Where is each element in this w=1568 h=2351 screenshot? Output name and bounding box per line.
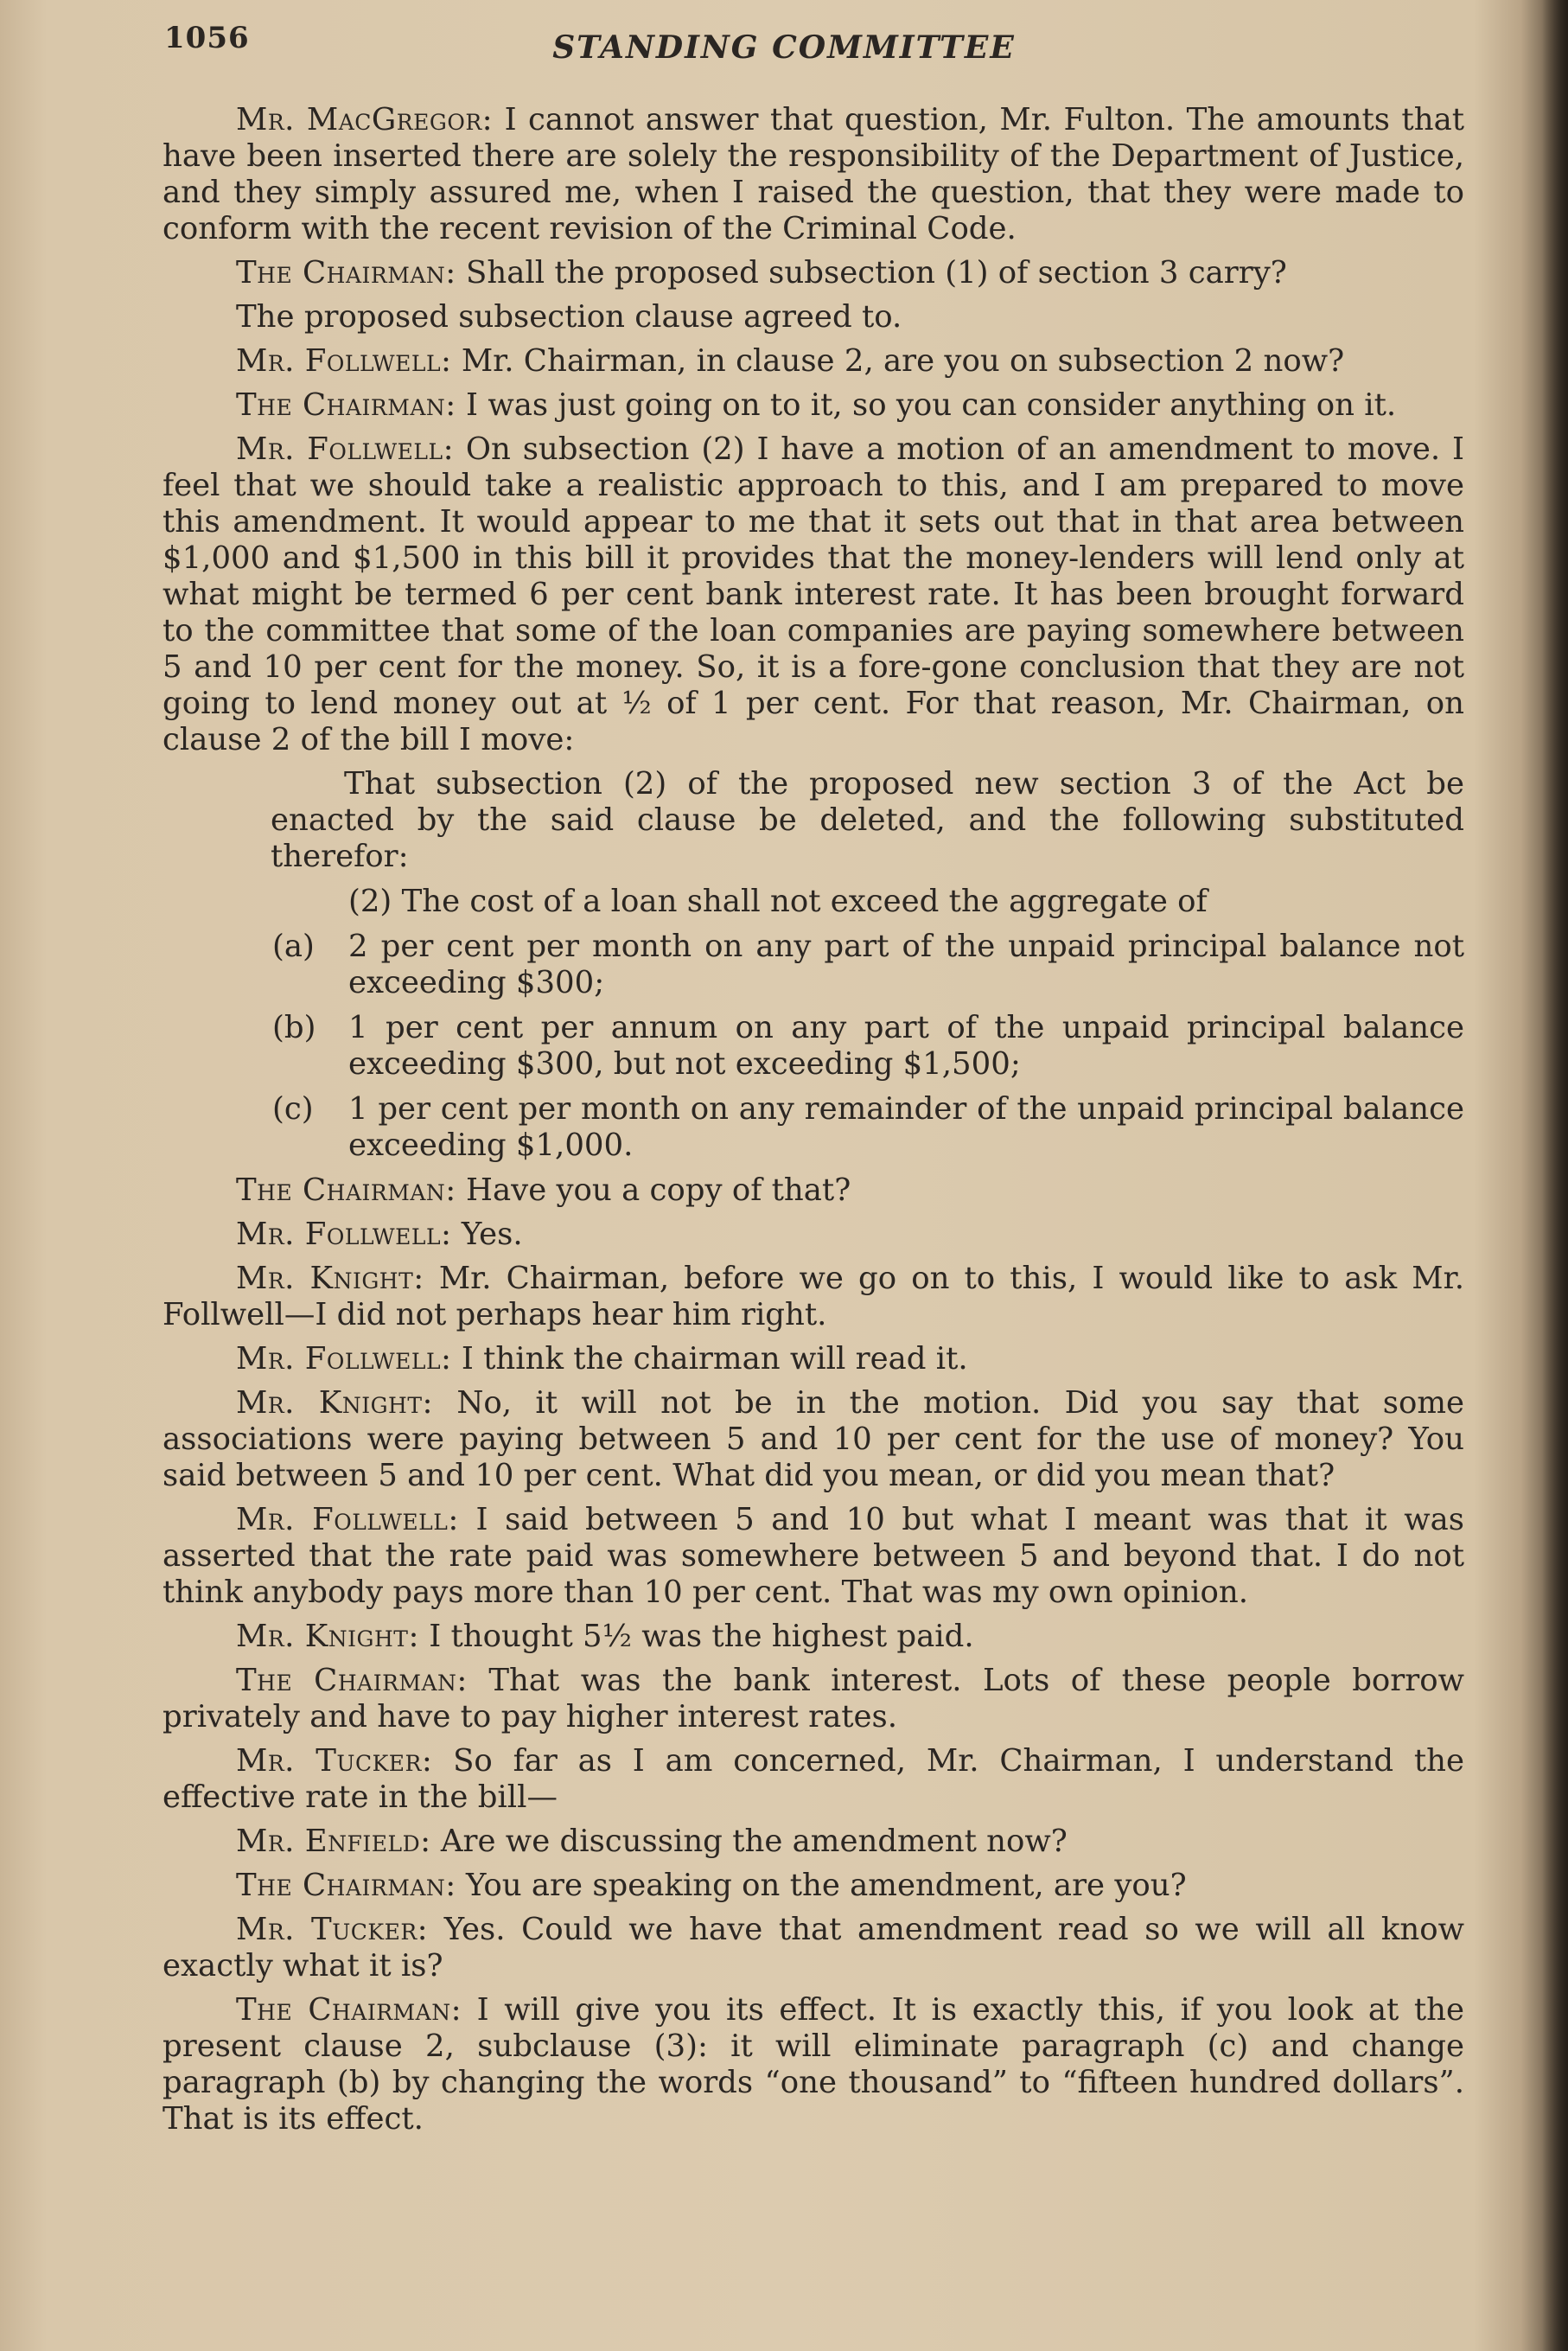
motion-item-text: 1 per cent per annum on any part of the unpaid principal balance exceeding $300, but not exceeding $1,500; [348, 1010, 1464, 1082]
speaker-name: The Chairman: [236, 255, 456, 291]
speaker-name: Mr. Follwell: [236, 1502, 459, 1537]
page-number: 1056 [164, 21, 250, 55]
speaker-name: Mr. Tucker: [236, 1912, 429, 1947]
transcript-paragraph [163, 299, 1464, 335]
speaker-name: Mr. Enfield: [236, 1824, 431, 1859]
speech-text: Shall the proposed subsection (1) of section 3 carry? [466, 255, 1287, 291]
transcript-paragraph [163, 255, 1464, 291]
transcript-paragraph [163, 102, 1464, 247]
transcript-paragraph [163, 387, 1464, 424]
speech-text: I will give you its effect. It is exactly this, if you look at the present clause 2, subclause (3): it will eliminate paragraph (c) and change paragraph (b) by changing the words “one thousand” to “fifteen hundred dollars”. That is its effect. [163, 1992, 1465, 2137]
transcript-paragraph [163, 1743, 1464, 1816]
motion-item [272, 929, 1464, 1001]
speech-text: On subsection (2) I have a motion of an amendment to move. I feel that we should take a realistic approach to this, and I am prepared to move this amendment. It would appear to me that it sets out that in that area between $1,000 and $1,500 in this bill it provides that the money-lenders will lend only at what might be termed 6 per cent bank interest rate. It has been brought forward to the committee that some of the loan companies are paying somewhere between 5 and 10 per cent for the money. So, it is a fore-gone conclusion that they are not going to lend money out at ½ of 1 per cent. For that reason, Mr. Chairman, on clause 2 of the bill I move: [163, 431, 1464, 757]
speech-text: I think the chairman will read it. [461, 1341, 968, 1377]
transcript-paragraph [163, 1172, 1464, 1209]
speech-text: I said between 5 and 10 but what I meant was that it was asserted that the rate paid was somewhere between 5 and beyond that. I do not think anybody pays more than 10 per cent. That was my own opinion. [163, 1502, 1464, 1610]
speech-text: Yes. [461, 1217, 523, 1252]
speaker-name: Mr. Follwell: [236, 431, 455, 467]
speech-text: Mr. Chairman, in clause 2, are you on subsection 2 now? [461, 343, 1345, 379]
speaker-name: The Chairman: [236, 387, 456, 423]
speaker-name: Mr. Follwell: [236, 1341, 452, 1377]
speaker-name: The Chairman: [236, 1992, 462, 2028]
transcript-paragraph [163, 1502, 1464, 1611]
transcript-paragraph [163, 1619, 1464, 1655]
transcript-paragraph [163, 431, 1464, 758]
motion-item-text: 2 per cent per month on any part of the unpaid principal balance not exceeding $300; [348, 929, 1464, 1000]
running-head: STANDING COMMITTEE [552, 29, 1016, 66]
transcript-paragraph [163, 1912, 1464, 1984]
speech-text: So far as I am concerned, Mr. Chairman, I understand the effective rate in the bill— [163, 1743, 1464, 1815]
transcript-paragraph [163, 1663, 1464, 1735]
speaker-name: The Chairman: [236, 1868, 456, 1903]
motion-block [163, 766, 1464, 1164]
motion-lead: (2) The cost of a loan shall not exceed the aggregate of [348, 884, 1208, 919]
speech-text: The proposed subsection clause agreed to. [236, 299, 902, 335]
motion-item-text: 1 per cent per month on any remainder of the unpaid principal balance exceeding $1,000. [348, 1091, 1464, 1163]
speaker-name: Mr. Tucker: [236, 1743, 433, 1779]
speech-text: Have you a copy of that? [466, 1172, 851, 1208]
speech-text: No, it will not be in the motion. Did you say that some associations were paying between 5 and 10 per cent for the use of money? You said between 5 and 10 per cent. What did you mean, or did you mean that? [163, 1385, 1465, 1493]
speaker-name: Mr. Follwell: [236, 343, 452, 379]
motion-intro: That subsection (2) of the proposed new section 3 of the Act be enacted by the said clause be deleted, and the following substituted therefor: [271, 766, 1464, 874]
transcript-paragraph [163, 1824, 1464, 1860]
book-spine-shadow [1542, 0, 1568, 2351]
speech-text: I thought 5½ was the highest paid. [429, 1619, 974, 1654]
speech-text: Yes. Could we have that amendment read so we will all know exactly what it is? [163, 1912, 1464, 1984]
transcript-paragraph [163, 1992, 1464, 2137]
transcript-paragraph [163, 1385, 1464, 1494]
speech-text: You are speaking on the amendment, are you? [466, 1868, 1187, 1903]
motion-item [272, 1091, 1464, 1164]
speech-text: That was the bank interest. Lots of these people borrow privately and have to pay higher interest rates. [163, 1663, 1465, 1735]
document-body [163, 102, 1464, 2145]
speaker-name: The Chairman: [236, 1172, 456, 1208]
speaker-name: The Chairman: [236, 1663, 468, 1698]
motion-item-mark: (c) [272, 1091, 314, 1127]
speaker-name: Mr. Follwell: [236, 1217, 452, 1252]
speaker-name: Mr. Knight: [236, 1261, 424, 1296]
speech-text: Are we discussing the amendment now? [440, 1824, 1068, 1859]
transcript-paragraph [163, 1217, 1464, 1253]
speech-text: Mr. Chairman, before we go on to this, I would like to ask Mr. Follwell—I did not perhaps hear him right. [163, 1261, 1464, 1332]
speaker-name: Mr. Knight: [236, 1619, 419, 1654]
transcript-paragraph [163, 1868, 1464, 1904]
transcript-paragraph [163, 1261, 1464, 1333]
transcript-paragraph [163, 1341, 1464, 1377]
motion-item-mark: (a) [272, 929, 315, 964]
motion-item [272, 1010, 1464, 1083]
speaker-name: Mr. Knight: [236, 1385, 433, 1421]
speech-text: I was just going on to it, so you can consider anything on it. [466, 387, 1397, 423]
speaker-name: Mr. MacGregor: [236, 102, 494, 137]
speech-text: I cannot answer that question, Mr. Fulton. The amounts that have been inserted there are solely the responsibility of the Department of Justice, and they simply assured me, when I raised the question, that they were made to conform with the recent revision of the Criminal Code. [163, 102, 1464, 246]
motion-item-mark: (b) [272, 1010, 316, 1045]
transcript-paragraph [163, 343, 1464, 380]
